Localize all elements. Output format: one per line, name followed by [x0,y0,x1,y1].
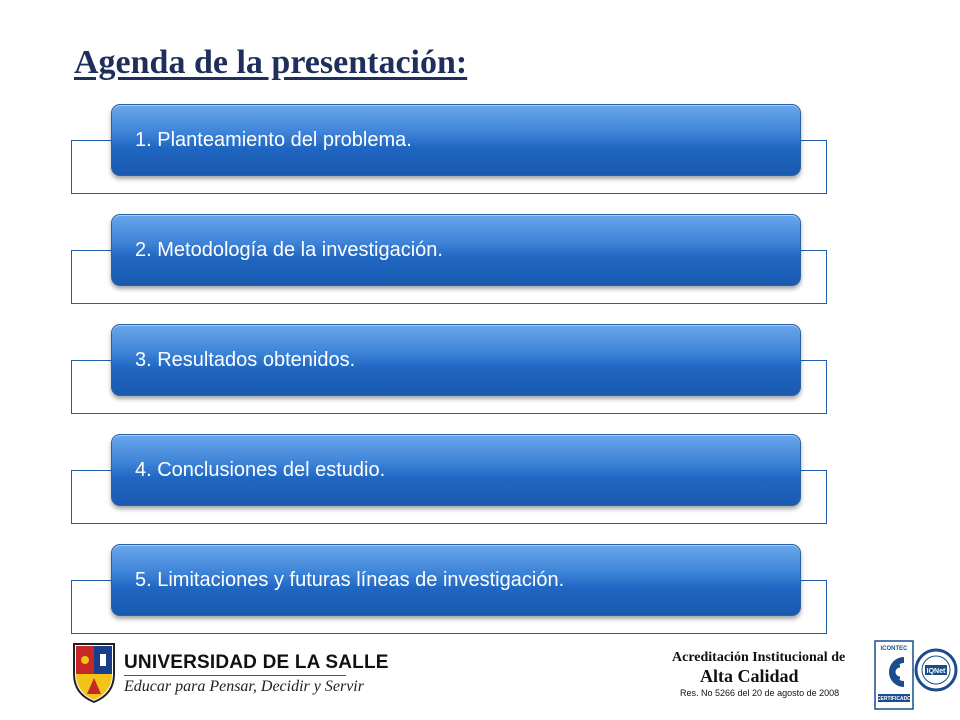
agenda-item-label: 2. Metodología de la investigación. [135,238,443,261]
agenda-item-bar[interactable] [111,544,801,616]
accreditation-block [664,646,864,706]
agenda-item [71,214,829,306]
slide-title: Agenda de la presentación: [74,44,468,81]
accreditation-resolution: Res. No 5266 del 20 de agosto de 2008 [680,688,840,698]
iqnet-seal-icon [914,648,958,692]
agenda-item [71,324,829,416]
university-motto: Educar para Pensar, Decidir y Servir [124,678,364,695]
agenda-item [71,544,829,636]
university-divider [124,675,346,676]
university-logo [64,640,389,706]
agenda-item-label: 1. Planteamiento del problema. [135,128,412,151]
agenda-item [71,434,829,526]
agenda-item-bar[interactable] [111,324,801,396]
accreditation-line1: Acreditación Institucional de [672,650,846,665]
icontec-label: ICONTEC [880,646,908,652]
agenda-item-label: 3. Resultados obtenidos. [135,348,356,371]
agenda-item-label: 4. Conclusiones del estudio. [135,458,386,481]
agenda-item-bar[interactable] [111,214,801,286]
agenda-item [71,104,829,196]
icontec-certified-label: CERTIFICADO [876,696,912,702]
university-crest-icon [68,640,120,706]
university-name: UNIVERSIDAD DE LA SALLE [124,652,389,673]
agenda-item-label: 5. Limitaciones y futuras líneas de investigación. [135,568,565,591]
icontec-seal-icon [874,640,914,710]
iqnet-label: IQNet [926,668,946,675]
agenda-item-bar[interactable] [111,434,801,506]
accreditation-line2: Alta Calidad [700,666,799,686]
agenda-item-bar[interactable] [111,104,801,176]
